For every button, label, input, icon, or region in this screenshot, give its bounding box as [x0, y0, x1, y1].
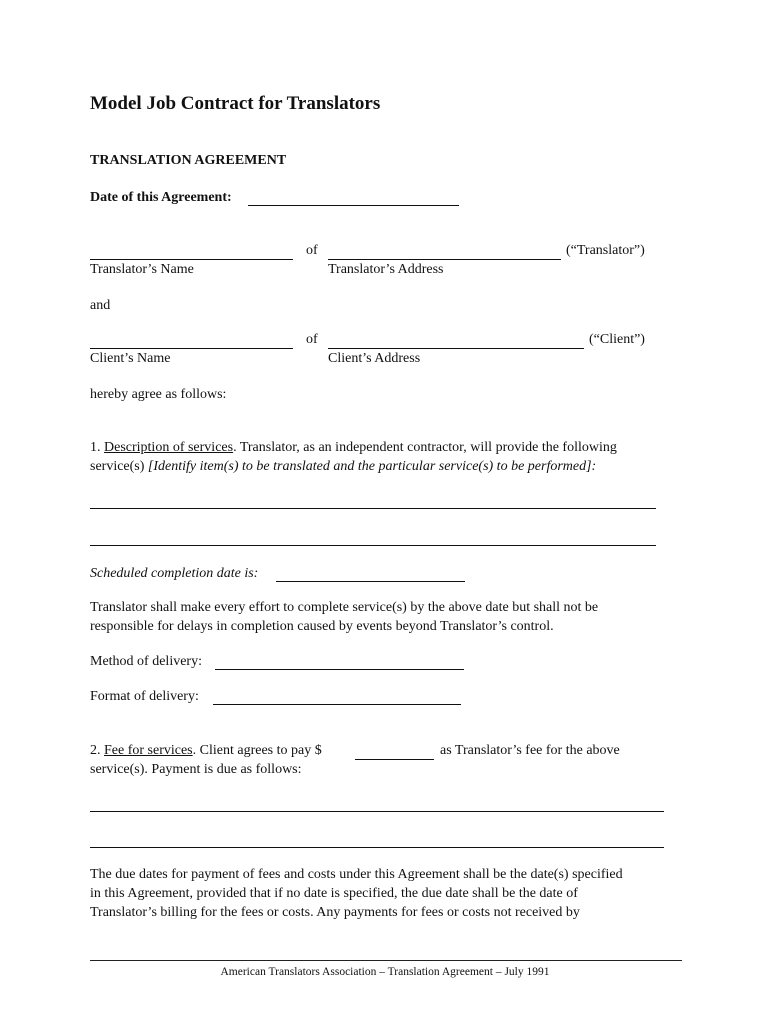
fee-amount-field-line[interactable] — [355, 759, 434, 760]
completion-date-field-line[interactable] — [276, 581, 465, 582]
agree-text: hereby agree as follows: — [90, 387, 227, 402]
payment-terms-field-line-2[interactable] — [90, 847, 664, 848]
client-name-label: Client’s Name — [90, 351, 171, 366]
section1-line1 — [90, 439, 617, 457]
translator-name-field-line[interactable] — [90, 259, 293, 260]
client-address-field-line[interactable] — [328, 348, 584, 349]
section2-line2: service(s). Payment is due as follows: — [90, 762, 302, 777]
page-footer: American Translators Association – Translation Agreement – July 1991 — [220, 966, 550, 978]
effort-line-1: Translator shall make every effort to complete service(s) by the above date but shall not be — [90, 600, 599, 615]
delivery-method-field-line[interactable] — [215, 669, 464, 670]
completion-date-label: Scheduled completion date is: — [90, 566, 259, 581]
date-label: Date of this Agreement: — [90, 190, 232, 205]
effort-line-2: responsible for delays in completion caused by events beyond Translator’s control. — [90, 619, 554, 634]
section1-instruction: [Identify item(s) to be translated and the particular service(s) to be performed]: — [147, 459, 597, 474]
services-field-line-1[interactable] — [90, 508, 656, 509]
section1-line2 — [90, 458, 596, 476]
section2-line1-a: . Client agrees to pay $ — [192, 743, 322, 758]
section1-heading: Description of services — [104, 440, 234, 455]
section1-line1-rest: . Translator, as an independent contractor, will provide the following — [233, 440, 617, 455]
delivery-format-field-line[interactable] — [213, 704, 461, 705]
client-name-field-line[interactable] — [90, 348, 293, 349]
client-tag: (“Client”) — [589, 332, 645, 347]
section2-line1 — [90, 742, 322, 760]
of-word-translator: of — [306, 243, 318, 258]
translator-name-label: Translator’s Name — [90, 262, 194, 277]
of-word-client: of — [306, 332, 318, 347]
delivery-method-label: Method of delivery: — [90, 654, 202, 669]
section1-number: 1. — [90, 440, 101, 455]
payment-terms-field-line-1[interactable] — [90, 811, 664, 812]
due-dates-line-2: in this Agreement, provided that if no date is specified, the due date shall be the date of — [90, 886, 578, 901]
section2-line1-b: as Translator’s fee for the above — [440, 743, 620, 758]
footer-rule — [90, 960, 682, 961]
section1-line2-start: service(s) — [90, 459, 148, 474]
section2-number: 2. — [90, 743, 101, 758]
translator-address-field-line[interactable] — [328, 259, 561, 260]
delivery-format-label: Format of delivery: — [90, 689, 199, 704]
document-title: Model Job Contract for Translators — [90, 93, 381, 114]
date-field-line[interactable] — [248, 205, 459, 206]
agreement-heading: TRANSLATION AGREEMENT — [90, 153, 287, 168]
translator-address-label: Translator’s Address — [328, 262, 444, 277]
due-dates-line-1: The due dates for payment of fees and costs under this Agreement shall be the date(s) specified — [90, 867, 623, 882]
section2-heading: Fee for services — [104, 743, 193, 758]
client-address-label: Client’s Address — [328, 351, 421, 366]
and-word: and — [90, 298, 111, 313]
translator-tag: (“Translator”) — [566, 243, 645, 258]
due-dates-line-3: Translator’s billing for the fees or costs. Any payments for fees or costs not received by — [90, 905, 580, 920]
services-field-line-2[interactable] — [90, 545, 656, 546]
